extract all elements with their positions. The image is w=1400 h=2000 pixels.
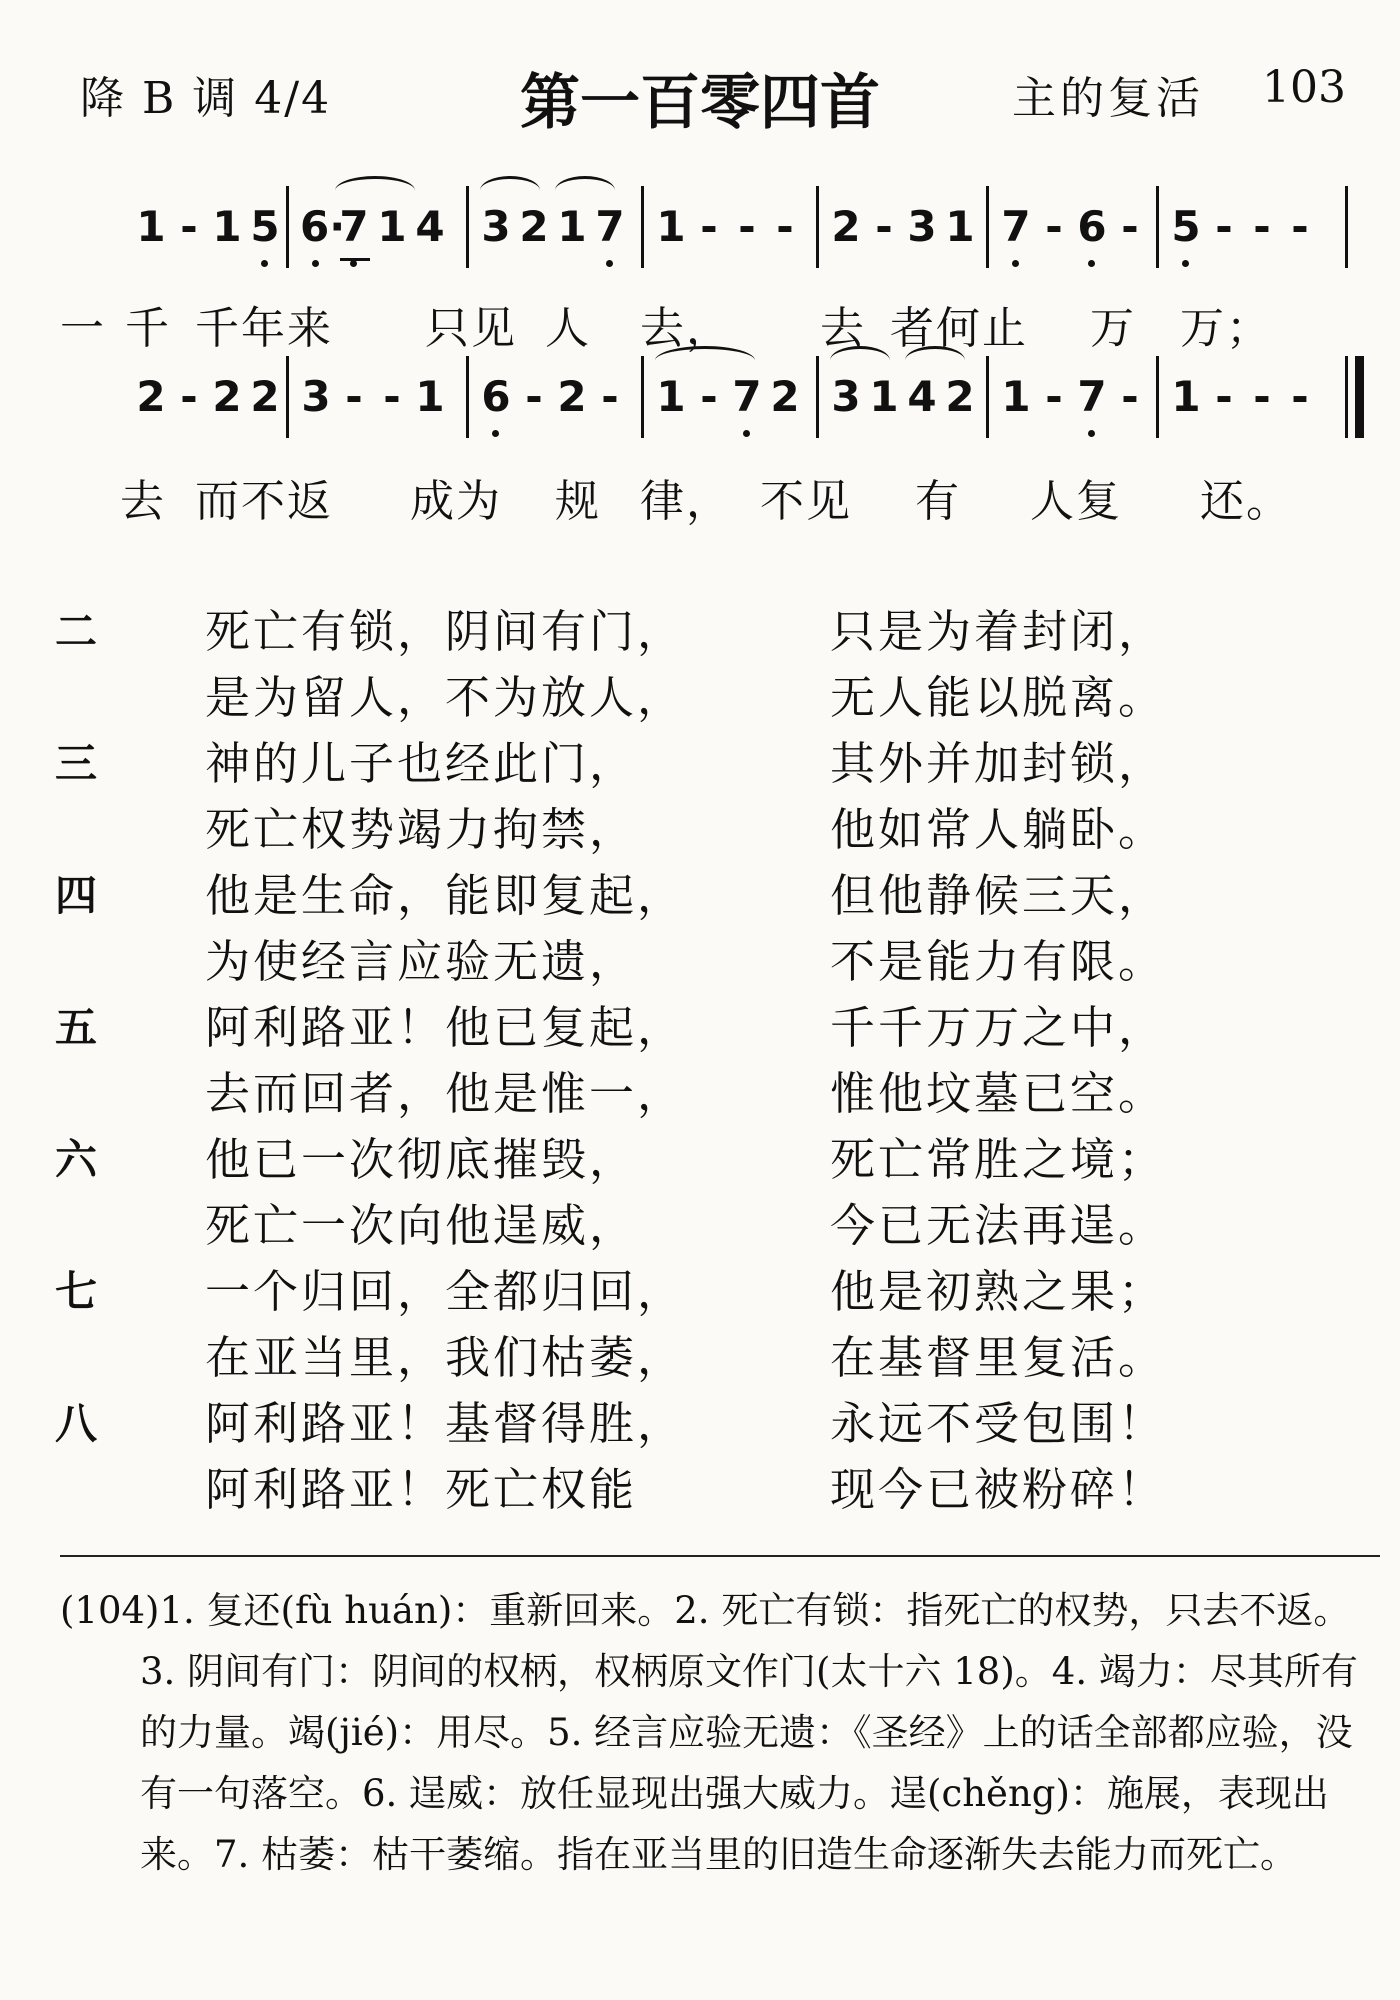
note: -	[180, 202, 198, 251]
verse-line-first-half: 一个归回，全都归回，	[205, 1265, 686, 1318]
notation-line-2	[0, 350, 1400, 470]
note: 2	[212, 372, 242, 421]
slur	[480, 176, 540, 205]
note: 7	[595, 202, 625, 251]
note: 7	[732, 372, 762, 421]
note: -	[1121, 372, 1139, 421]
verse-number: 四	[55, 871, 98, 920]
verse-line-second-half: 死亡常胜之境；	[830, 1133, 1167, 1186]
verse-line-first-half: 在亚当里，我们枯萎，	[205, 1331, 686, 1384]
verse-line-second-half: 无人能以脱离。	[830, 671, 1167, 724]
page-number: 103	[1262, 62, 1346, 113]
verse-line-first-half: 是为留人，不为放人，	[205, 671, 686, 724]
note: 2	[250, 372, 280, 421]
verse-line-second-half: 其外并加封锁，	[830, 737, 1167, 790]
duration-underline	[340, 258, 370, 261]
bar-line	[641, 186, 644, 268]
note: 2	[519, 202, 549, 251]
verse-number: 七	[55, 1267, 98, 1316]
octave-dot	[492, 430, 499, 437]
note: 6	[481, 372, 511, 421]
note: 6·	[300, 202, 346, 251]
lyric-syllable: 千年来	[195, 303, 333, 354]
note: -	[700, 202, 718, 251]
bar-line	[986, 356, 989, 438]
note: 1	[1001, 372, 1031, 421]
bar-line	[286, 186, 289, 268]
note: 5	[1171, 202, 1201, 251]
note: 2	[770, 372, 800, 421]
octave-dot	[1012, 260, 1019, 267]
notation-line-1	[0, 180, 1400, 300]
note: -	[1253, 202, 1271, 251]
verse-line-second-half: 在基督里复活。	[830, 1331, 1167, 1384]
note: -	[1045, 372, 1063, 421]
bar-line	[816, 356, 819, 438]
lyric-syllable: 只见	[425, 303, 517, 354]
note: -	[383, 372, 401, 421]
note: -	[1121, 202, 1139, 251]
bar-line	[1156, 356, 1159, 438]
footnotes	[60, 1580, 1380, 1885]
final-bar-line	[1355, 356, 1364, 438]
verse-line-second-half: 只是为着封闭，	[830, 605, 1167, 658]
lyric-syllable: 去，	[640, 303, 732, 354]
octave-dot	[350, 260, 357, 267]
note: -	[1253, 372, 1271, 421]
note: -	[700, 372, 718, 421]
bar-line	[466, 356, 469, 438]
verse-line-first-half: 他是生命，能即复起，	[205, 869, 686, 922]
verse-line-second-half: 今已无法再逞。	[830, 1199, 1167, 1252]
slur	[830, 346, 890, 375]
note: 7	[1001, 202, 1031, 251]
key-signature: 降 B 调 4/4	[80, 73, 332, 124]
footnote-text: (104)1. 复还(fù huán)：重新回来。2. 死亡有锁：指死亡的权势，只去不返。3. 阴间有门：阴间的权柄，权柄原文作门(太十六 18)。4. 竭力：尽其所有的力量。竭(jié)：用尽。5. 经言应验无遗：《圣经》上的话全部都应验，没有一句落空。6. 逞威：放任显现出强大威力。逞(chěng)：施展，表现出来。7. 枯萎：枯干萎缩。指在亚当里的旧造生命逐渐失去能力而死亡。	[60, 1589, 1358, 1876]
verse-line-second-half: 永远不受包围！	[830, 1397, 1167, 1450]
note: 2	[945, 372, 975, 421]
lyric-syllable: 还。	[1200, 476, 1292, 527]
bar-line	[816, 186, 819, 268]
verse-line-first-half: 他已一次彻底摧毁，	[205, 1133, 638, 1186]
lyric-syllable: 一	[60, 303, 106, 354]
note: 2	[831, 202, 861, 251]
verse-number: 二	[55, 607, 98, 656]
note: 3	[907, 202, 937, 251]
note: 7	[339, 202, 369, 251]
bar-line	[1156, 186, 1159, 268]
note: -	[738, 202, 756, 251]
note: 1	[557, 202, 587, 251]
divider	[60, 1555, 1380, 1557]
verse-line-first-half: 阿利路亚！死亡权能	[205, 1463, 638, 1516]
note: 3	[481, 202, 511, 251]
octave-dot	[743, 430, 750, 437]
lyric-syllable: 千	[125, 303, 171, 354]
note: 5	[250, 202, 280, 251]
note: 1	[656, 202, 686, 251]
octave-dot	[1182, 260, 1189, 267]
slur	[905, 346, 965, 375]
note: 7	[1077, 372, 1107, 421]
note: 1	[377, 202, 407, 251]
verse-number: 三	[55, 739, 98, 788]
note: 1	[945, 202, 975, 251]
note: -	[776, 202, 794, 251]
bar-line	[1345, 356, 1348, 438]
verse-line-second-half: 千千万万之中，	[830, 1001, 1167, 1054]
note: 3	[301, 372, 331, 421]
octave-dot	[312, 260, 319, 267]
hymn-title: 第一百零四首	[520, 68, 880, 138]
bar-line	[466, 186, 469, 268]
verse-line-second-half: 惟他坟墓已空。	[830, 1067, 1167, 1120]
verse-line-second-half: 但他静候三天，	[830, 869, 1167, 922]
lyric-syllable: 规	[555, 476, 601, 527]
lyric-syllable: 者何止	[890, 303, 1028, 354]
octave-dot	[261, 260, 268, 267]
note: -	[1291, 202, 1309, 251]
lyric-syllable: 有	[915, 476, 961, 527]
note: 3	[831, 372, 861, 421]
verse-line-first-half: 为使经言应验无遗，	[205, 935, 638, 988]
slur	[335, 176, 415, 205]
hymn-theme: 主的复活	[1012, 73, 1204, 124]
octave-dot	[1088, 430, 1095, 437]
note: 4	[415, 202, 445, 251]
lyric-syllable: 去	[120, 476, 166, 527]
verse-line-first-half: 死亡有锁，阴间有门，	[205, 605, 686, 658]
lyric-syllable: 人	[545, 303, 591, 354]
lyric-syllable: 万；	[1180, 303, 1272, 354]
note: -	[1215, 372, 1233, 421]
verse-line-second-half: 不是能力有限。	[830, 935, 1167, 988]
verse-line-second-half: 他如常人躺卧。	[830, 803, 1167, 856]
octave-dot	[606, 260, 613, 267]
note: 6	[1077, 202, 1107, 251]
bar-line	[1345, 186, 1348, 268]
note: 1	[656, 372, 686, 421]
verse-line-second-half: 现今已被粉碎！	[830, 1463, 1167, 1516]
octave-dot	[1088, 260, 1095, 267]
verse-line-second-half: 他是初熟之果；	[830, 1265, 1167, 1318]
lyric-syllable: 不见	[760, 476, 852, 527]
note: 2	[136, 372, 166, 421]
note: -	[601, 372, 619, 421]
note: -	[1215, 202, 1233, 251]
verse-line-first-half: 去而回者，他是惟一，	[205, 1067, 686, 1120]
bar-line	[641, 356, 644, 438]
slur	[655, 346, 755, 375]
note: -	[525, 372, 543, 421]
note: -	[1045, 202, 1063, 251]
lyric-syllable: 成为	[410, 476, 502, 527]
verse-line-first-half: 神的儿子也经此门，	[205, 737, 638, 790]
note: -	[345, 372, 363, 421]
verse-number: 八	[55, 1399, 98, 1448]
lyric-syllable: 万	[1090, 303, 1136, 354]
bar-line	[286, 356, 289, 438]
note: 1	[869, 372, 899, 421]
bar-line	[986, 186, 989, 268]
verse-line-first-half: 阿利路亚！基督得胜，	[205, 1397, 686, 1450]
note: 1	[136, 202, 166, 251]
lyric-syllable: 去	[820, 303, 866, 354]
verse-line-first-half: 死亡一次向他逞威，	[205, 1199, 638, 1252]
lyric-syllable: 律，	[640, 476, 732, 527]
lyric-syllable: 而不返	[195, 476, 333, 527]
lyric-syllable: 人复	[1030, 476, 1122, 527]
verse-line-first-half: 阿利路亚！他已复起，	[205, 1001, 686, 1054]
note: 1	[415, 372, 445, 421]
verse-number: 五	[55, 1003, 98, 1052]
note: 4	[907, 372, 937, 421]
note: 1	[1171, 372, 1201, 421]
note: -	[875, 202, 893, 251]
verse-number: 六	[55, 1135, 98, 1184]
note: 2	[557, 372, 587, 421]
note: -	[180, 372, 198, 421]
slur	[555, 176, 615, 205]
note: -	[1291, 372, 1309, 421]
verse-line-first-half: 死亡权势竭力拘禁，	[205, 803, 638, 856]
note: 1	[212, 202, 242, 251]
